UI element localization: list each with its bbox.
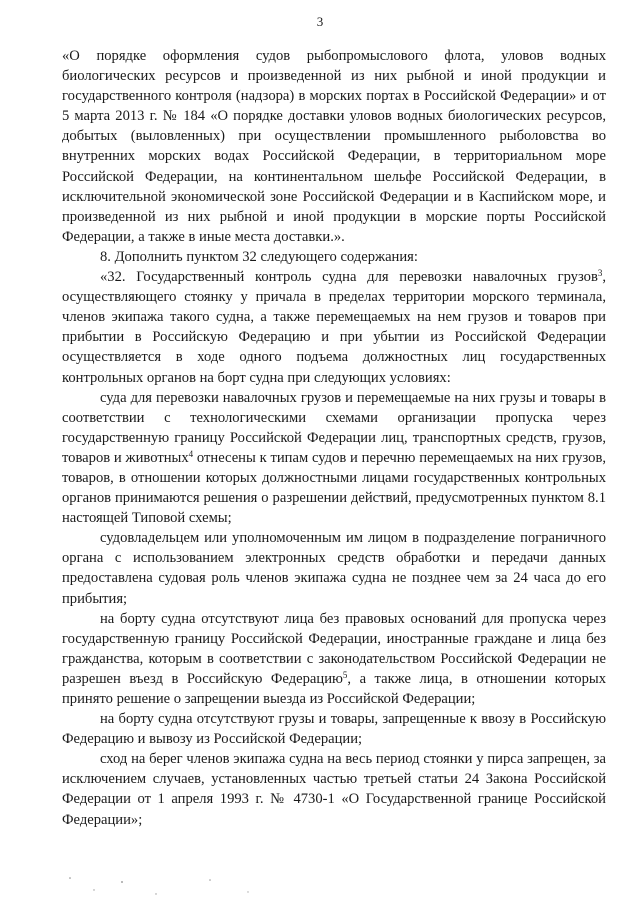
paragraph-text: на борту судна отсутствуют лица без правовых оснований для пропуска через государственную границу Российской Федерации, иностранные граждане и лица без гражданства, которым в соответствии с законодательством Российской Федерации не разрешен въезд в Российскую Федерацию — [62, 610, 606, 687]
paragraph-condition-1 — [62, 388, 606, 529]
footnote-marker: 4 — [188, 448, 194, 459]
scan-specks — [60, 872, 260, 902]
paragraph-text: , осуществляющего стоянку у причала в пределах территории морского терминала, членов экипажа такого судна, а также перемещаемых на нем грузов и товаров при прибытии в Российскую Федерацию и при убытии из Российской Федерации осуществляется в ходе одного подъема должностных лиц государственных контрольных органов на борт судна при следующих условиях: — [62, 269, 606, 386]
footnote-marker: 3 — [597, 268, 603, 279]
paragraph-condition-4: на борту судна отсутствуют грузы и товары, запрещенные к ввозу в Российскую Федерацию и вывозу из Российской Федерации; — [62, 711, 606, 748]
paragraph-condition-5: сход на берег членов экипажа судна на весь период стоянки у пирса запрещен, за исключением случаев, установленных частью третьей статьи 24 Закона Российской Федерации от 1 апреля 1993 г. № 4730-1 «О Государственной границе Российской Федерации»; — [62, 751, 606, 828]
page-number: 3 — [316, 14, 324, 29]
document-body — [62, 46, 606, 830]
paragraph-item-32 — [62, 267, 606, 388]
footnote-marker: 5 — [342, 669, 348, 680]
paragraph-item-8: 8. Дополнить пунктом 32 следующего содержания: — [100, 248, 418, 265]
paragraph-text: отнесены к типам судов и перечню перемещаемых на них грузов, товаров, в отношении которых должностными лицами государственных контрольных органов принимаются решения о разрешении действий, предусмотренных пунктом 8.1 настоящей Типовой схемы; — [62, 449, 606, 527]
paragraph-text: , а также лица, в отношении которых принято решение о запрещении выезда из Российской Федерации; — [62, 670, 606, 707]
paragraph-continuation: «О порядке оформления судов рыбопромыслового флота, уловов водных биологических ресурсов и произведенной из них рыбной и иной продукции и государственного контроля (надзора) в морских портах в Российской Федерации» и от 5 марта 2013 г. № 184 «О порядке доставки уловов водных биологических ресурсов, добытых (выловленных) при осуществлении промышленного рыболовства во внутренних морских водах Российской Федерации, в территориальном море Российской Федерации, на континентальном шельфе Российской Федерации, в исключительной экономической зоне Российской Федерации и в Каспийском море, и произведенной из них рыбной и иной продукции в морские порты Российской Федерации, а также в иные места доставки.». — [62, 48, 606, 245]
paragraph-condition-3 — [62, 609, 606, 709]
paragraph-text: суда для перевозки навалочных грузов и перемещаемые на них грузы и товары в соответствии с технологическими схемами организации пропуска через государственную границу Российской Федерации лиц, транспортных средств, грузов, товаров и животных — [62, 389, 606, 466]
paragraph-condition-2: судовладельцем или уполномоченным им лицом в подразделение пограничного органа с использованием электронных средств обработки и передачи данных предоставлена судовая роль членов экипажа судна не позднее чем за 24 часа до его прибытия; — [62, 530, 606, 607]
paragraph-text: «32. Государственный контроль судна для перевозки навалочных грузов — [100, 269, 598, 286]
